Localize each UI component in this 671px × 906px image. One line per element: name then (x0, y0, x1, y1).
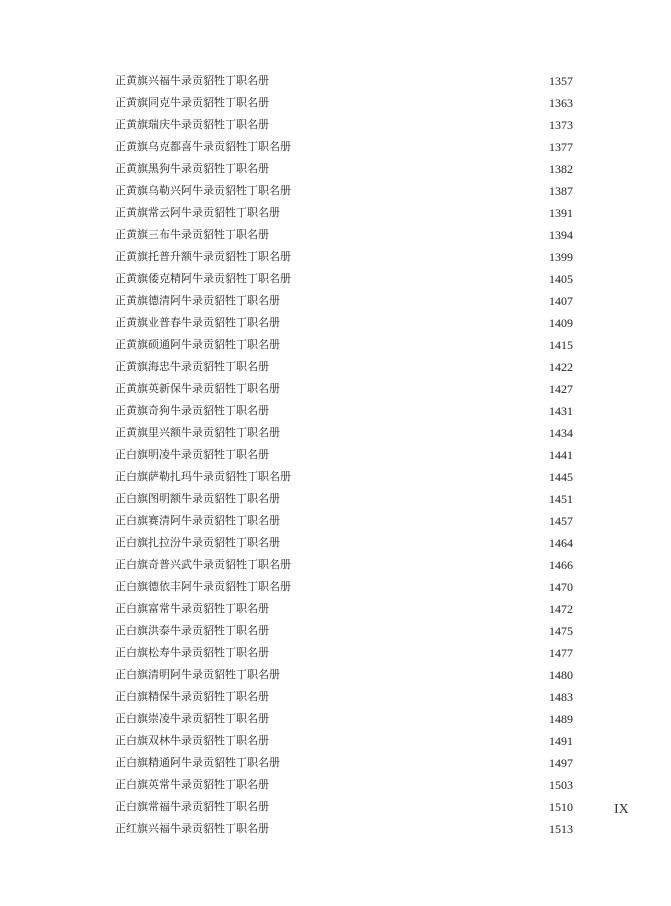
toc-entry (115, 136, 575, 158)
toc-entry-page: 1387 (549, 184, 573, 198)
toc-entry-page: 1457 (549, 514, 573, 528)
toc-entry (115, 510, 575, 532)
toc-entry (115, 752, 575, 774)
toc-entry (115, 796, 575, 818)
toc-entry-page: 1497 (549, 756, 573, 770)
toc-entry (115, 312, 575, 334)
toc-entry (115, 378, 575, 400)
toc-entry-page: 1431 (549, 404, 573, 418)
toc-entry-title: 正黄旗倭克精阿牛录贡貂牲丁职名册 (115, 272, 291, 285)
toc-entry (115, 708, 575, 730)
toc-entry-page: 1427 (549, 382, 573, 396)
toc-entry-page: 1415 (549, 338, 573, 352)
toc-entry-title: 正黄旗乌勒兴阿牛录贡貂牲丁职名册 (115, 184, 291, 197)
toc-entry-title: 正黄旗黑狗牛录贡貂牲丁职名册 (115, 162, 269, 175)
toc-entry-page: 1477 (549, 646, 573, 660)
toc-entry-title: 正黄旗兴福牛录贡貂牲丁职名册 (115, 74, 269, 87)
toc-entry (115, 290, 575, 312)
toc-entry-title: 正黄旗德清阿牛录贡貂牲丁职名册 (115, 294, 280, 307)
toc-entry-page: 1441 (549, 448, 573, 462)
toc-entry-title: 正黄旗英新保牛录贡貂牲丁职名册 (115, 382, 280, 395)
toc-entry-title: 正黄旗业普春牛录贡貂牲丁职名册 (115, 316, 280, 329)
toc-entry-page: 1422 (549, 360, 573, 374)
toc-entry-title: 正白旗双林牛录贡貂牲丁职名册 (115, 734, 269, 747)
toc-entry-title: 正白旗崇凌牛录贡貂牲丁职名册 (115, 712, 269, 725)
toc-entry-page: 1451 (549, 492, 573, 506)
toc-entry-page: 1382 (549, 162, 573, 176)
toc-entry-page: 1480 (549, 668, 573, 682)
toc-entry-title: 正黄旗里兴额牛录贡貂牲丁职名册 (115, 426, 280, 439)
toc-entry (115, 70, 575, 92)
toc-entry-page: 1409 (549, 316, 573, 330)
toc-entry-title: 正黄旗托普升额牛录贡貂牲丁职名册 (115, 250, 291, 263)
toc-entry-title: 正黄旗奇狗牛录贡貂牲丁职名册 (115, 404, 269, 417)
toc-entry-page: 1483 (549, 690, 573, 704)
toc-entry (115, 422, 575, 444)
toc-entry-page: 1466 (549, 558, 573, 572)
toc-entry-page: 1475 (549, 624, 573, 638)
toc-entry (115, 92, 575, 114)
toc-entry (115, 268, 575, 290)
toc-entry-page: 1394 (549, 228, 573, 242)
toc-entry-page: 1357 (549, 74, 573, 88)
toc-entry-page: 1472 (549, 602, 573, 616)
toc-entry (115, 158, 575, 180)
toc-entry (115, 664, 575, 686)
toc-entry-page: 1373 (549, 118, 573, 132)
toc-entry-page: 1470 (549, 580, 573, 594)
toc-entry (115, 532, 575, 554)
toc-entry (115, 620, 575, 642)
toc-entry-title: 正黄旗常云阿牛录贡貂牲丁职名册 (115, 206, 280, 219)
toc-entry-title: 正白旗赛清阿牛录贡貂牲丁职名册 (115, 514, 280, 527)
toc-entry (115, 642, 575, 664)
toc-entry-title: 正白旗明凌牛录贡貂牲丁职名册 (115, 448, 269, 461)
toc-entry-title: 正黄旗乌克都喜牛录贡貂牲丁职名册 (115, 140, 291, 153)
toc-entry-page: 1513 (549, 822, 573, 836)
toc-entry-title: 正黄旗三布牛录贡貂牲丁职名册 (115, 228, 269, 241)
toc-entry (115, 202, 575, 224)
toc-entry-page: 1491 (549, 734, 573, 748)
toc-entry (115, 356, 575, 378)
toc-entry (115, 488, 575, 510)
toc-entry-title: 正白旗萨勒扎玛牛录贡貂牲丁职名册 (115, 470, 291, 483)
toc-entry (115, 334, 575, 356)
toc-entry (115, 180, 575, 202)
toc-entry-page: 1510 (549, 800, 573, 814)
toc-entry (115, 400, 575, 422)
toc-entry-page: 1464 (549, 536, 573, 550)
toc-entry-page: 1407 (549, 294, 573, 308)
toc-entry-title: 正白旗精通阿牛录贡貂牲丁职名册 (115, 756, 280, 769)
toc-entry-title: 正白旗清明阿牛录贡貂牲丁职名册 (115, 668, 280, 681)
toc-entry-title: 正白旗德依丰阿牛录贡貂牲丁职名册 (115, 580, 291, 593)
toc-entry-title: 正黄旗硕通阿牛录贡貂牲丁职名册 (115, 338, 280, 351)
toc-entry-page: 1363 (549, 96, 573, 110)
toc-entry (115, 554, 575, 576)
page-number: IX (614, 802, 629, 817)
toc-entry-title: 正黄旗瑞庆牛录贡貂牲丁职名册 (115, 118, 269, 131)
toc-entry-title: 正黄旗海忠牛录贡貂牲丁职名册 (115, 360, 269, 373)
toc-entry-page: 1445 (549, 470, 573, 484)
toc-entry (115, 466, 575, 488)
toc-entry-title: 正黄旗同克牛录贡貂牲丁职名册 (115, 96, 269, 109)
toc-entry-title: 正白旗英常牛录贡貂牲丁职名册 (115, 778, 269, 791)
toc-entry (115, 444, 575, 466)
table-of-contents (115, 70, 575, 840)
toc-entry (115, 598, 575, 620)
toc-entry-page: 1391 (549, 206, 573, 220)
toc-entry-title: 正白旗奇普兴武牛录贡貂牲丁职名册 (115, 558, 291, 571)
toc-entry (115, 224, 575, 246)
toc-entry-title: 正白旗扎拉汾牛录贡貂牲丁职名册 (115, 536, 280, 549)
toc-entry-page: 1377 (549, 140, 573, 154)
toc-entry-title: 正白旗洪泰牛录贡貂牲丁职名册 (115, 624, 269, 637)
toc-entry (115, 774, 575, 796)
toc-entry-title: 正白旗富常牛录贡貂牲丁职名册 (115, 602, 269, 615)
toc-entry-title: 正白旗图明额牛录贡貂牲丁职名册 (115, 492, 280, 505)
toc-entry-page: 1405 (549, 272, 573, 286)
toc-entry (115, 686, 575, 708)
toc-entry-title: 正白旗松寿牛录贡貂牲丁职名册 (115, 646, 269, 659)
toc-entry-title: 正白旗精保牛录贡貂牲丁职名册 (115, 690, 269, 703)
toc-entry-page: 1489 (549, 712, 573, 726)
toc-entry (115, 114, 575, 136)
toc-entry-page: 1503 (549, 778, 573, 792)
toc-entry (115, 246, 575, 268)
toc-entry-title: 正白旗常福牛录贡貂牲丁职名册 (115, 800, 269, 813)
toc-entry (115, 576, 575, 598)
toc-entry-page: 1434 (549, 426, 573, 440)
toc-entry-page: 1399 (549, 250, 573, 264)
toc-entry (115, 818, 575, 840)
toc-entry-title: 正红旗兴福牛录贡貂牲丁职名册 (115, 822, 269, 835)
toc-entry (115, 730, 575, 752)
